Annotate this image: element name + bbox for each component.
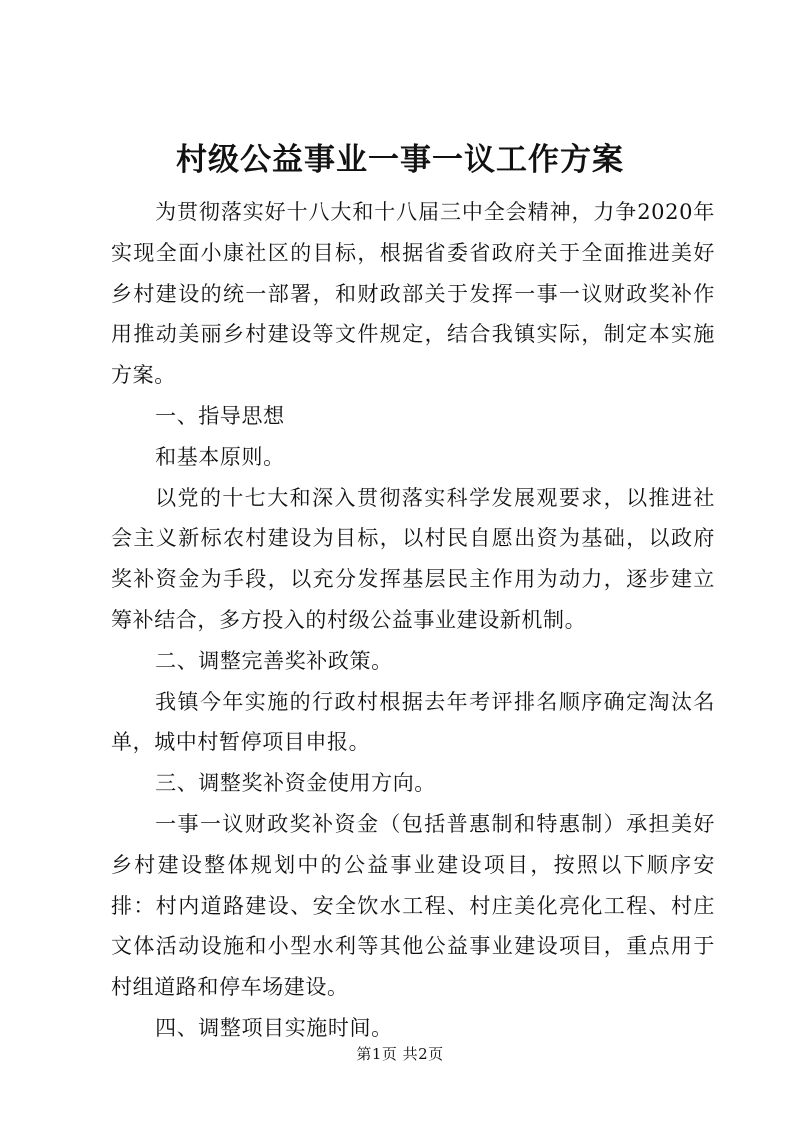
heading-guiding-ideology: 一、指导思想: [155, 403, 285, 428]
paragraph-intro: 为贯彻落实好十八大和十八届三中全会精神，力争2020年实现全面小康社区的目标，根据省委省政府关于全面推进美好乡村建设的统一部署，和财政部关于发挥一事一议财政奖补作用推动美丽乡村建设等文件规定，结合我镇实际，制定本实施方案。: [111, 200, 715, 388]
heading-implementation-time: 四、调整项目实施时间。: [155, 1015, 393, 1040]
document-body: [111, 192, 715, 1049]
paragraph-fund-usage: 一事一议财政奖补资金（包括普惠制和特惠制）承担美好乡村建设整体规划中的公益事业建设项目，按照以下顺序安排：村内道路建设、安全饮水工程、村庄美化亮化工程、村庄文体活动设施和小型水利等其他公益事业建设项目，重点用于村组道路和停车场建设。: [111, 811, 715, 1000]
paragraph-subsidy-policy: 我镇今年实施的行政村根据去年考评排名顺序确定淘汰名单，城中村暂停项目申报。: [111, 689, 715, 755]
heading-subsidy-policy: 二、调整完善奖补政策。: [155, 648, 393, 673]
heading-fund-usage: 三、调整奖补资金使用方向。: [155, 771, 436, 796]
document-title: 村级公益事业一事一议工作方案: [176, 142, 624, 178]
heading-basic-principles: 和基本原则。: [155, 444, 285, 469]
paragraph-principles: 以党的十七大和深入贯彻落实科学发展观要求，以推进社会主义新标农村建设为目标，以村民自愿出资为基础，以政府奖补资金为手段，以充分发挥基层民主作用为动力，逐步建立筹补结合，多方投入的村级公益事业建设新机制。: [111, 485, 715, 632]
page-number-footer: 第1页 共2页: [356, 1045, 444, 1063]
